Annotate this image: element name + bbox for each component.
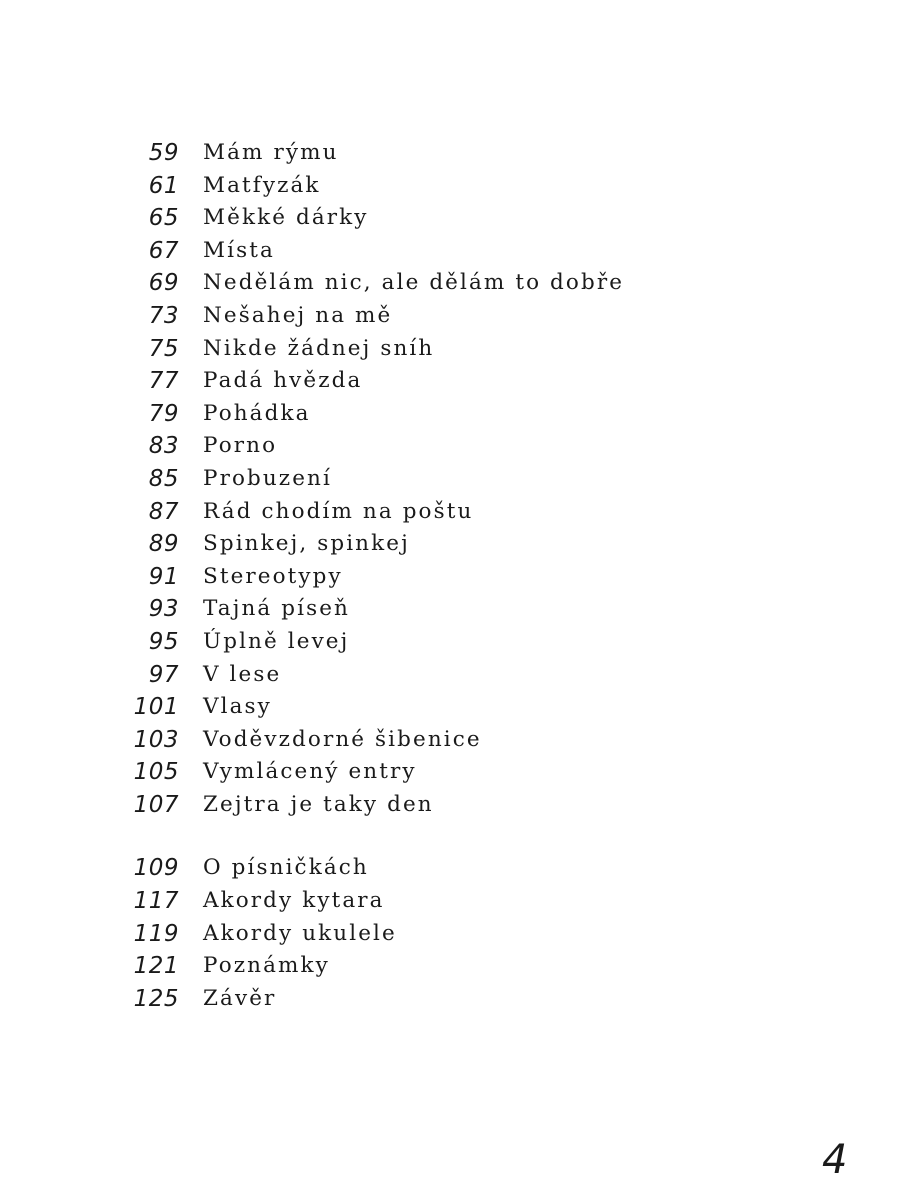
- toc-page-number: 77: [148, 368, 179, 395]
- toc-page-number: 101: [133, 694, 179, 721]
- toc-entry: [0, 137, 907, 170]
- toc-page-number: 65: [148, 205, 179, 232]
- toc-entry: [0, 789, 907, 822]
- toc-page-number: 61: [148, 172, 179, 199]
- toc-page-number: 91: [148, 563, 179, 590]
- toc-entry-title: Vlasy: [203, 694, 272, 720]
- toc-page-number: 121: [133, 953, 179, 980]
- toc-page-number: 119: [133, 920, 179, 947]
- toc-page-number: 103: [133, 726, 179, 753]
- toc-entry-title: Rád chodím na poštu: [203, 498, 474, 524]
- toc-page-number: 117: [133, 888, 179, 915]
- toc-entry: [0, 496, 907, 529]
- table-of-contents: [0, 137, 907, 1015]
- toc-entry-title: Měkké dárky: [203, 205, 369, 231]
- toc-page-number: 97: [148, 661, 179, 688]
- toc-entry-title: Závěr: [203, 985, 277, 1011]
- toc-entry: [0, 170, 907, 203]
- toc-entry: [0, 593, 907, 626]
- toc-entry: [0, 235, 907, 268]
- toc-entry: [0, 430, 907, 463]
- toc-entry-title: Porno: [203, 433, 278, 459]
- toc-entry-title: Voděvzdorné šibenice: [203, 726, 482, 752]
- toc-entry: [0, 724, 907, 757]
- toc-entry-title: Úplně levej: [203, 628, 350, 654]
- toc-entry: [0, 398, 907, 431]
- toc-entry-title: Matfyzák: [203, 172, 321, 198]
- toc-entry: [0, 659, 907, 692]
- toc-entry-title: Spinkej, spinkej: [203, 531, 410, 557]
- page-folio-number: 4: [822, 1137, 848, 1183]
- toc-page-number: 89: [148, 531, 179, 558]
- toc-page-number: 125: [133, 985, 179, 1012]
- toc-page-number: 107: [133, 791, 179, 818]
- toc-entry-title: Akordy kytara: [203, 888, 385, 914]
- toc-entry-title: Padá hvězda: [203, 368, 363, 394]
- toc-entry-title: Nikde žádnej sníh: [203, 335, 435, 361]
- toc-page-number: 83: [148, 433, 179, 460]
- toc-entry: [0, 202, 907, 235]
- toc-page-number: 85: [148, 465, 179, 492]
- toc-entry: [0, 950, 907, 983]
- toc-entry: [0, 852, 907, 885]
- toc-page-number: 73: [148, 302, 179, 329]
- toc-entry: [0, 756, 907, 789]
- toc-entry-title: Probuzení: [203, 465, 332, 491]
- toc-entry-title: V lese: [203, 661, 282, 687]
- toc-entry-title: Nešahej na mě: [203, 302, 393, 328]
- toc-entry-title: Nedělám nic, ale dělám to dobře: [203, 270, 625, 296]
- toc-page-number: 59: [148, 140, 179, 166]
- toc-entry: [0, 983, 907, 1016]
- toc-page-number: 109: [133, 855, 179, 882]
- toc-entry: [0, 561, 907, 594]
- toc-entry: [0, 333, 907, 366]
- toc-entry-title: Stereotypy: [203, 563, 343, 589]
- toc-entry-title: Mám rýmu: [203, 140, 339, 165]
- toc-entry-title: O písničkách: [203, 855, 369, 881]
- toc-entry: [0, 626, 907, 659]
- toc-entry-title: Místa: [203, 237, 275, 263]
- toc-entry-title: Akordy ukulele: [203, 920, 397, 946]
- toc-entry-title: Poznámky: [203, 953, 330, 979]
- toc-entry: [0, 463, 907, 496]
- toc-page-number: 93: [148, 596, 179, 623]
- toc-entry-title: Vymlácený entry: [203, 759, 417, 785]
- toc-entry: [0, 365, 907, 398]
- toc-page-number: 69: [148, 270, 179, 297]
- toc-entry: [0, 691, 907, 724]
- toc-entry-title: Tajná píseň: [203, 596, 350, 622]
- toc-entry: [0, 528, 907, 561]
- toc-page-number: 87: [148, 498, 179, 525]
- toc-entry: [0, 918, 907, 951]
- toc-page-number: 95: [148, 628, 179, 655]
- toc-page-number: 75: [148, 335, 179, 362]
- toc-entry: [0, 885, 907, 918]
- toc-entry-title: Zejtra je taky den: [203, 791, 434, 817]
- toc-page-number: 105: [133, 759, 179, 786]
- toc-page-number: 79: [148, 400, 179, 427]
- toc-entry: [0, 300, 907, 333]
- toc-entry: [0, 267, 907, 300]
- toc-page-number: 67: [148, 237, 179, 264]
- toc-entry-title: Pohádka: [203, 400, 311, 426]
